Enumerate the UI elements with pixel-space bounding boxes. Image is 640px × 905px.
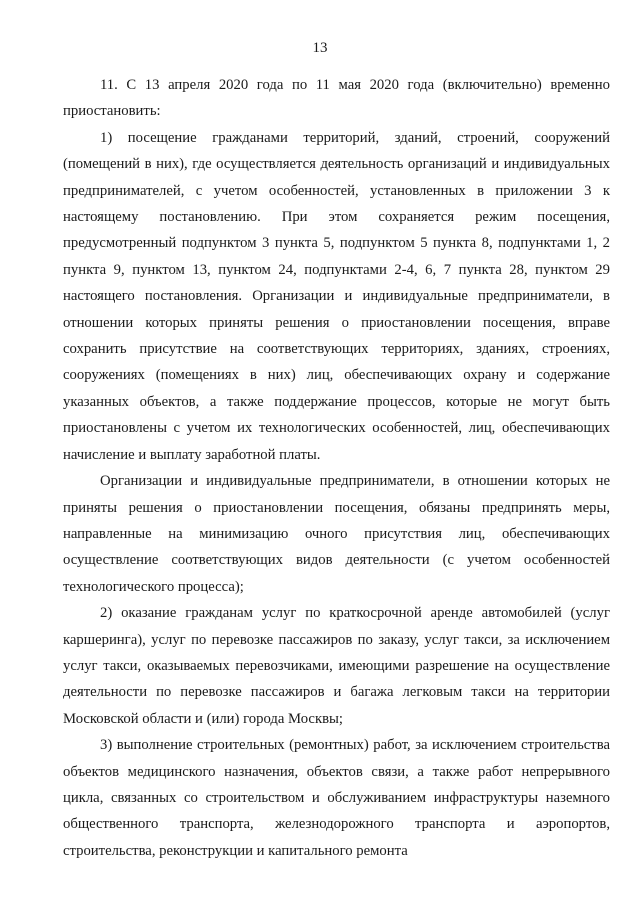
paragraph-organizations: Организации и индивидуальные предприниматели, в отношении которых не приняты решения о приостановлении посещения, обязаны предпринять меры, направленные на минимизацию очного присутствия лиц, обеспечивающих осуществление соответствующих видов деятельности (с учетом особенностей технологического процесса); bbox=[63, 473, 610, 595]
paragraph-11-intro: 11. С 13 апреля 2020 года по 11 мая 2020 года (включительно) временно приостановить: bbox=[63, 77, 610, 120]
paragraph-subitem-2: 2) оказание гражданам услуг по краткосрочной аренде автомобилей (услуг каршеринга), услуг по перевозке пассажиров по заказу, услуг такси, за исключением услуг такси, оказываемых перевозчиками, имеющими разрешение на осуществление деятельности по перевозке пассажиров и багажа легковым такси на территории Московской области и (или) города Москвы; bbox=[63, 605, 610, 727]
paragraph-subitem-3: 3) выполнение строительных (ремонтных) работ, за исключением строительства объектов медицинского назначения, объектов связи, а также работ непрерывного цикла, связанных со строительством и обслуживанием инфраструктуры наземного общественного транспорта, железнодорожного транспорта и аэропортов, строительства, реконструкции и капитального ремонта bbox=[63, 737, 610, 859]
paragraph-subitem-1: 1) посещение гражданами территорий, зданий, строений, сооружений (помещений в них), где осуществляется деятельность организаций и индивидуальных предпринимателей, с учетом особенностей, установленных в приложении 3 к настоящему постановлению. При этом сохраняется режим посещения, предусмотренный подпунктом 3 пункта 5, подпунктом 5 пункта 8, подпунктами 1, 2 пункта 9, пунктом 13, пунктом 24, подпунктами 2-4, 6, 7 пункта 28, пунктом 29 настоящего постановления. Организации и индивидуальные предприниматели, в отношении которых приняты решения о приостановлении посещения, вправе сохранить присутствие на соответствующих территориях, зданиях, строениях, сооружениях (помещениях в них) лиц, обеспечивающих охрану и содержание указанных объектов, а также поддержание процессов, которые не могут быть приостановлены с учетом их технологических особенностей, лиц, обеспечивающих начисление и выплату заработной платы. bbox=[63, 129, 610, 463]
document-body bbox=[63, 72, 610, 864]
page-number: 13 bbox=[312, 40, 328, 56]
